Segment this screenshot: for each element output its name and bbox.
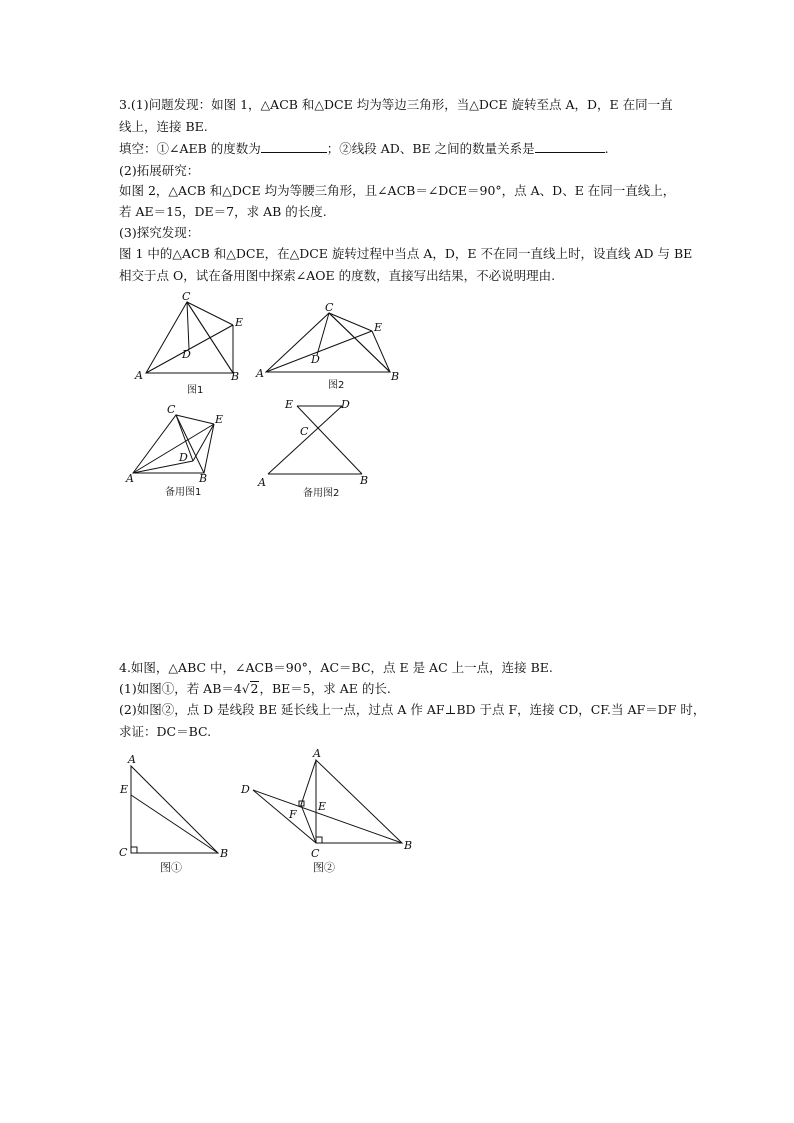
spare2-label-d: D <box>341 398 350 411</box>
q3-line-3: 填空：①∠AEB 的度数为 ；②线段 AD、BE 之间的数量关系是 . <box>119 141 609 156</box>
q4-segment-db <box>253 790 402 843</box>
fig1-label-d: D <box>182 348 191 361</box>
q3-line-7: (3)探究发现： <box>119 225 200 240</box>
q4-segment-dc <box>253 790 316 843</box>
q3-line-9: 相交于点 O，试在备用图中探索∠AOE 的度数，直接写出结果，不必说明理由. <box>119 268 556 283</box>
q4-fig1-label-a: A <box>128 753 136 766</box>
q3-line-1: 3.(1)问题发现：如图 1，△ACB 和△DCE 均为等边三角形，当△DCE 旋转至点 A，D，E 在同一直 <box>119 97 673 112</box>
q4-fig1-label-e: E <box>120 783 129 796</box>
q3-line-8: 图 1 中的△ACB 和△DCE，在△DCE 旋转过程中当点 A，D，E 不在同一直线上时，设直线 AD 与 BE <box>119 246 693 261</box>
q4-line-1: 4.如图，△ABC 中，∠ACB＝90°，AC＝BC，点 E 是 AC 上一点，连接 BE. <box>119 660 553 675</box>
fig1-label-a: A <box>135 369 143 382</box>
q4-fig1-label-b: B <box>220 847 229 860</box>
spare1-label-a: A <box>126 472 134 485</box>
q4-fig1-caption: 图① <box>160 861 182 874</box>
q4-fig2-label-f: F <box>289 808 297 821</box>
fig2-caption: 图2 <box>328 380 345 391</box>
q4-triangle-acb-2 <box>316 760 402 843</box>
q4-fig2-label-e: E <box>318 800 327 813</box>
q4-fig1-label-c: C <box>119 846 128 859</box>
spare2-caption: 备用图2 <box>303 488 340 499</box>
q4-segment-af <box>301 760 316 805</box>
fig2-label-d: D <box>311 353 320 366</box>
q4-fig2-label-a: A <box>313 747 321 760</box>
spare2-label-e: E <box>285 398 294 411</box>
q4-fig2-label-b: B <box>404 839 413 852</box>
q4-line-3: (2)如图②，点 D 是线段 BE 延长线上一点，过点 A 作 AF⊥BD 于点 F，连接 CD，CF.当 AF＝DF 时， <box>119 702 706 717</box>
q4-fig2-label-d: D <box>241 783 250 796</box>
spare1-label-d: D <box>179 451 188 464</box>
spare1-label-c: C <box>167 403 176 416</box>
spare1-caption: 备用图1 <box>165 487 202 498</box>
spare2-label-b: B <box>360 474 369 487</box>
fig1-label-c: C <box>182 290 191 303</box>
q3-line-4: (2)拓展研究： <box>119 163 200 178</box>
q4-fig2-label-c: C <box>311 847 320 860</box>
q4-line-2: (1)如图①，若 AB＝4√2，BE＝5，求 AE 的长. <box>119 681 391 696</box>
spare2-label-c: C <box>300 425 309 438</box>
q4-line-4: 求证：DC＝BC. <box>119 724 212 739</box>
fig1-label-e: E <box>235 316 244 329</box>
sqrt-radicand: 2 <box>250 681 259 696</box>
fig1-label-b: B <box>231 370 240 383</box>
right-angle-mark-c2 <box>316 837 322 843</box>
spare1-label-b: B <box>199 472 208 485</box>
fig1-caption: 图1 <box>187 385 204 396</box>
spare2-label-a: A <box>258 476 266 489</box>
q3-line-2: 线上，连接 BE. <box>119 119 208 134</box>
fig2-label-a: A <box>256 367 264 380</box>
spare1-label-e: E <box>215 413 224 426</box>
q4-figure-2 <box>240 747 412 874</box>
q4-triangle-acb <box>131 766 218 853</box>
q4-figure-1 <box>119 753 228 874</box>
q4-segment-eb <box>131 795 218 853</box>
fig2-label-b: B <box>391 370 400 383</box>
q4-fig2-caption: 图② <box>313 861 335 874</box>
fig2-label-c: C <box>325 301 334 314</box>
fig2-label-e: E <box>374 321 383 334</box>
q3-line-5: 如图 2，△ACB 和△DCE 均为等腰三角形，且∠ACB＝∠DCE＝90°，点 A、D、E 在同一直线上， <box>119 183 676 198</box>
q3-line-6: 若 AE＝15，DE＝7，求 AB 的长度. <box>119 204 327 219</box>
right-angle-mark-c1 <box>131 847 137 853</box>
